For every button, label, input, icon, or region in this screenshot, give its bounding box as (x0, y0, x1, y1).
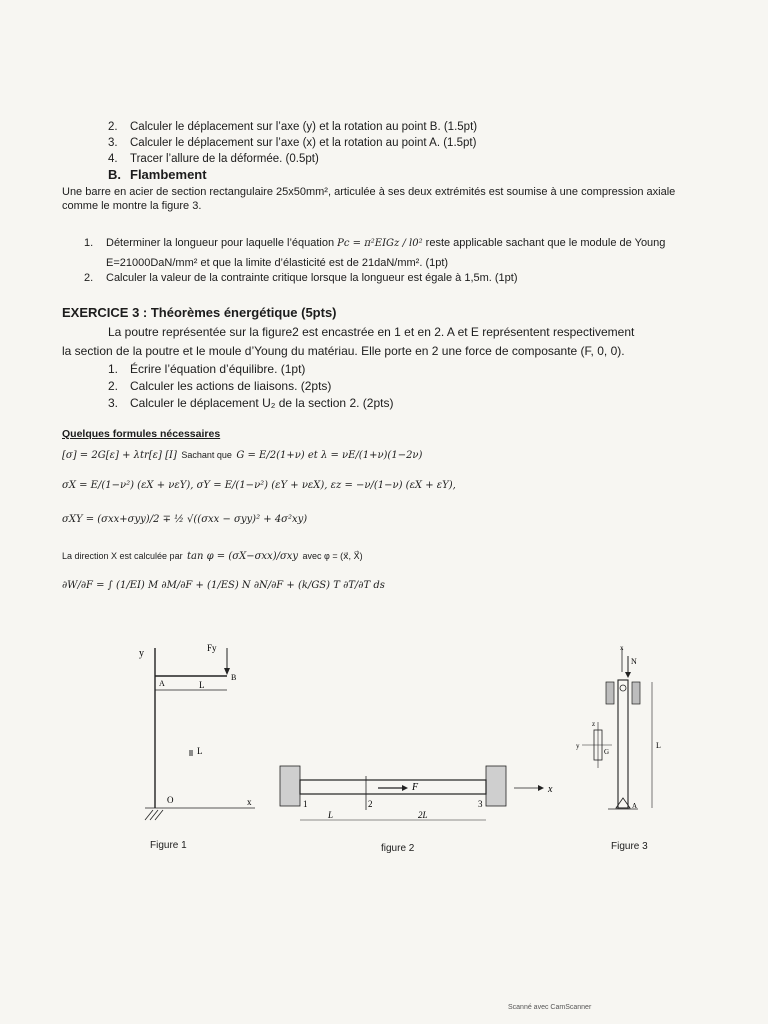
flambement-question-1-line2: E=21000DaN/mm² et que la limite d’élasticité est de 21daN/mm². (1pt) (106, 257, 449, 269)
figure-3-z-label: z (592, 720, 596, 728)
figure-2-2l-label: 2L (418, 810, 428, 820)
figure-1-fy-label: Fy (207, 643, 217, 653)
top-list-item-4: 4. Tracer l’allure de la déformée. (0.5pt) (108, 153, 319, 165)
exercice-3-item-1: 1. Écrire l’équation d’équilibre. (1pt) (108, 362, 306, 376)
figure-3-a-label: A (632, 802, 638, 810)
figure-1-y-label: y (139, 648, 144, 659)
figure-1-x-label: x (247, 797, 252, 807)
figure-3-guide-left (606, 682, 614, 704)
flambement-question-2: 2. Calculer la valeur de la contrainte critique lorsque la longueur est égale à 1,5m. (1pt) (84, 272, 518, 284)
figure-1-hatch (145, 810, 163, 820)
figure-2-x-label: x (548, 784, 553, 795)
formula-plane-stress: σX = E/(1−ν²) (εX + νεY), σY = E/(1−ν²) (εY + νεX), εz = −ν/(1−ν) (εX + εY), (62, 480, 456, 491)
figure-2-node-3: 3 (478, 799, 483, 809)
critical-load-formula: Pc = π²EIGz / l0² (337, 238, 423, 249)
figure-3-guide-right (632, 682, 640, 704)
figure-2-force-arrowhead (402, 785, 408, 791)
exercice-3-para-line1: La poutre représentée sur la figure2 est encastrée en 1 et en 2. A et E représentent respectivement (108, 325, 635, 339)
figure-2-right-wall (486, 766, 506, 806)
figure-2-beam (300, 780, 486, 794)
figure-3-caption: Figure 3 (611, 841, 648, 852)
figure-3-top-pin (620, 685, 626, 691)
formula-stress-strain: [σ] = 2G[ε] + λtr[ε] [I] Sachant que G = E/2(1+ν) et λ = νE/(1+ν)(1−2ν) (62, 450, 423, 461)
figure-1-o-label: O (167, 795, 174, 805)
flambement-question-1: 1. Déterminer la longueur pour laquelle l’équation Pc = π²EIGz / l0² reste applicable sachant que le module de Young (84, 237, 666, 249)
figure-2-caption: figure 2 (381, 843, 415, 854)
formula-castigliano: ∂W/∂F = ∫ (1/EI) M ∂M/∂F + (1/ES) N ∂N/∂F + (k/GS) T ∂T/∂T ds (62, 580, 385, 591)
exercice-3-para-line2: la section de la poutre et le moule d’Young du matériau. Elle porte en 2 une force de composante (F, 0, 0). (62, 344, 625, 358)
top-list-item-2: 2. Calculer le déplacement sur l’axe (y) et la rotation au point B. (1.5pt) (108, 121, 478, 133)
figure-2-l-label: L (328, 810, 334, 820)
exercice-3-item-3: 3. Calculer le déplacement U₂ de la section 2. (2pts) (108, 396, 394, 410)
figure-3-n-label: N (631, 657, 637, 666)
figure-3-y-label: y (576, 742, 580, 750)
figure-2-node-2: 2 (368, 799, 373, 809)
figure-3-bar (618, 680, 628, 808)
figure-2-left-wall (280, 766, 300, 806)
flambement-intro: Une barre en acier de section rectangulaire 25x50mm², articulée à ses deux extrémités est soumise à une compression axiale comme le montre la figure 3. (62, 186, 676, 212)
figure-2-f-label: F (412, 782, 419, 793)
figure-2-x-arrowhead (538, 785, 544, 791)
figure-1-force-arrowhead (224, 668, 230, 675)
top-list-item-3: 3. Calculer le déplacement sur l’axe (x) et la rotation au point A. (1.5pt) (108, 137, 477, 149)
figure-1-caption: Figure 1 (150, 840, 187, 851)
figure-3-l-label: L (656, 741, 661, 750)
exercice-3-title: EXERCICE 3 : Théorèmes énergétique (5pts) (62, 305, 337, 320)
figure-1-l-side-label: L (197, 746, 203, 756)
figure-3-x-label: x (620, 644, 624, 652)
figure-2-node-1: 1 (303, 799, 308, 809)
figure-1-a-label: A (159, 679, 165, 688)
figure-3 (568, 642, 668, 832)
figure-1-b-label: B (231, 673, 237, 682)
figure-3-load-arrowhead (625, 672, 631, 678)
figure-3-g-label: G (604, 748, 610, 756)
formulas-heading: Quelques formules nécessaires (62, 428, 221, 440)
figure-1-l-top-label: L (199, 680, 205, 690)
figure-2 (278, 762, 558, 834)
figure-1 (135, 638, 265, 828)
exercice-3-item-2: 2. Calculer les actions de liaisons. (2pts) (108, 379, 332, 393)
formula-principal-stress: σXY = (σxx+σyy)/2 ∓ ½ √((σxx − σyy)² + 4σ²xy) (62, 514, 308, 525)
section-b-heading: B. Flambement (108, 167, 207, 182)
scanner-footer: Scanné avec CamScanner (508, 1004, 592, 1011)
formula-principal-direction: La direction X est calculée par tan φ = (σX−σxx)/σxy avec φ = (x⃗, X⃗) (62, 551, 363, 562)
